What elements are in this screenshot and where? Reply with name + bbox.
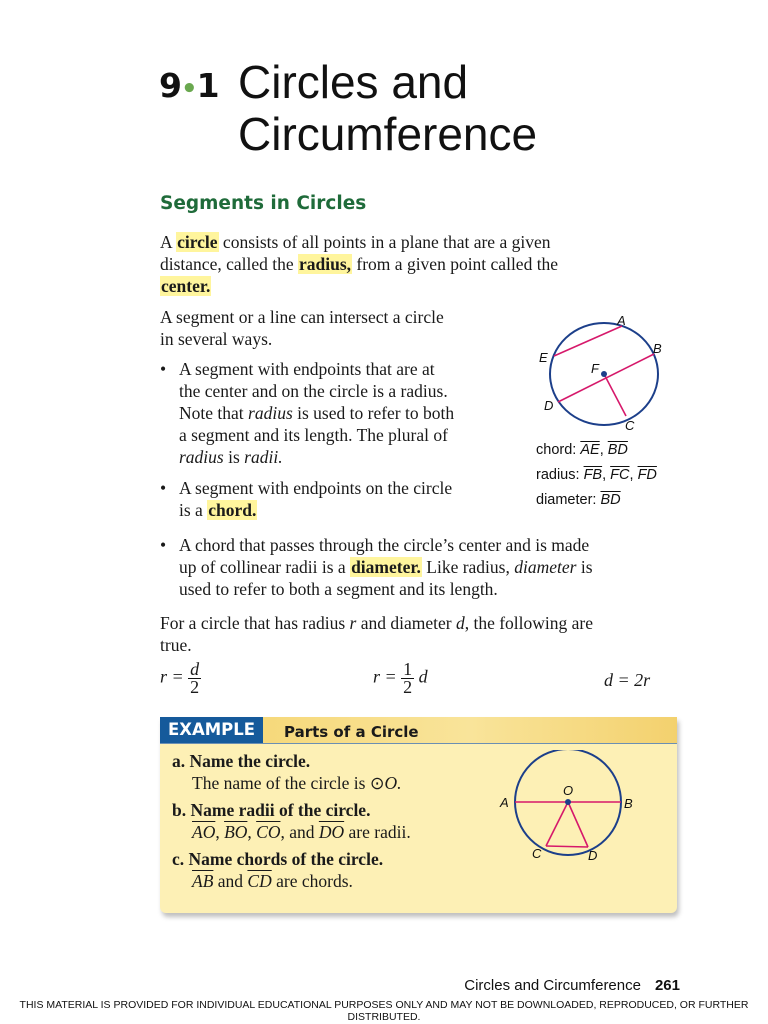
caption-radius: radius: $\overline{FB}$, $\overline{FC}$, $\overline{FD}$ bbox=[536, 467, 657, 483]
lesson-number: 9•1 bbox=[159, 66, 219, 105]
radius-fc bbox=[604, 374, 626, 416]
intro-paragraph: A circle consists of all points in a plane that are a given distance, called the radius, from a given point called the center. bbox=[160, 232, 559, 296]
lesson-dot: • bbox=[180, 74, 197, 104]
example-circle-figure bbox=[495, 750, 645, 875]
formula-r-d-over-2: r = $\frac{d}{2}$ bbox=[160, 659, 200, 697]
legal-notice: THIS MATERIAL IS PROVIDED FOR INDIVIDUAL EDUCATIONAL PURPOSES ONLY AND MAY NOT BE DOWNLOADED, REPRODUCED, OR FURTHER DISTRIBUTED. bbox=[19, 999, 749, 1023]
bullet-chord: • A segment with endpoints on the circle is a chord. bbox=[160, 478, 453, 520]
formula-r-half-d: r = $\frac{1}{2}$ d bbox=[373, 659, 428, 697]
radius-od bbox=[568, 802, 588, 847]
chord-cd bbox=[546, 846, 588, 847]
label-d: D bbox=[544, 398, 554, 413]
formula-d-2r: d = 2r bbox=[604, 670, 651, 690]
formula-intro: For a circle that has radius r and diameter d, the following are true. bbox=[160, 613, 593, 655]
term-circle: circle bbox=[177, 232, 218, 252]
term-center: center. bbox=[161, 276, 211, 296]
radius-oc bbox=[546, 802, 568, 846]
term-diameter: diameter. bbox=[351, 557, 421, 577]
label-e: E bbox=[539, 350, 548, 365]
page-title: Circles and Circumference bbox=[238, 56, 538, 160]
label-b: B bbox=[653, 341, 662, 356]
bullet-radius: • A segment with endpoints that are at the center and on the circle is a radius. Note that radius is used to refer to both a segment and its length. The plural of radius is radii. bbox=[160, 359, 455, 467]
caption-diameter: diameter: $\overline{BD}$ bbox=[536, 492, 621, 508]
chord-ae bbox=[554, 326, 622, 356]
label-c2: C bbox=[532, 846, 542, 861]
label-f: F bbox=[591, 361, 599, 376]
label-d2: D bbox=[588, 848, 598, 863]
bullet-diameter: • A chord that passes through the circle’s center and is made up of collinear radii is a diameter. Like radius, diameter is used to refer to both a segment and its length. bbox=[160, 535, 593, 599]
example-label: EXAMPLE bbox=[160, 717, 263, 743]
page-number: 261 bbox=[654, 977, 680, 994]
figure-caption bbox=[536, 438, 657, 513]
section-heading: Segments in Circles bbox=[160, 193, 367, 214]
center-point bbox=[601, 371, 607, 377]
example-center-point bbox=[565, 799, 571, 805]
label-o: O bbox=[563, 783, 574, 798]
label-b2: B bbox=[624, 796, 633, 811]
caption-chord: chord: $\overline{AE}$, $\overline{BD}$ bbox=[536, 442, 628, 458]
example-item-b: b. Name radii of the circle. $\overline{AO}$, $\overline{BO}$, $\overline{CO}$, and $\overline{DO}$ are radii. bbox=[172, 800, 411, 842]
ways-paragraph: A segment or a line can intersect a circle in several ways. bbox=[160, 307, 444, 349]
page-footer: Circles and Circumference 261 bbox=[464, 977, 680, 994]
label-a: A bbox=[617, 313, 626, 328]
term-chord: chord. bbox=[208, 500, 257, 520]
example-item-c: c. Name chords of the circle. $\overline{AB}$ and $\overline{CD}$ are chords. bbox=[172, 849, 384, 891]
example-item-a: a. Name the circle. The name of the circle is ⊙O. bbox=[172, 751, 402, 793]
circle-figure bbox=[530, 312, 680, 437]
label-c: C bbox=[625, 418, 635, 433]
example-title: Parts of a Circle bbox=[284, 723, 419, 741]
label-a2: A bbox=[500, 795, 509, 810]
term-radius: radius, bbox=[299, 254, 352, 274]
